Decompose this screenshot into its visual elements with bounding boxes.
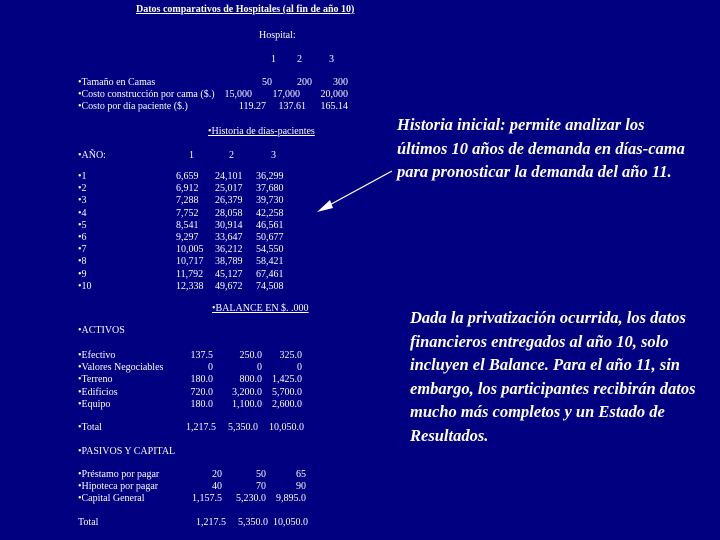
- history-cell: 37,680: [256, 183, 284, 195]
- activo-value: 2,600.0: [272, 398, 302, 410]
- history-cell: 36,212: [215, 244, 243, 256]
- history-cell: 24,101: [215, 171, 243, 182]
- year-cell: •6: [78, 231, 87, 243]
- year-cell: •3: [78, 195, 87, 207]
- activo-value: 137.5: [190, 350, 213, 361]
- pasivo-value: 1,157.5: [192, 493, 222, 505]
- pasivo-value: 50: [256, 469, 266, 480]
- hospital-number: 2: [297, 54, 302, 65]
- history-cell: 58,421: [256, 256, 284, 268]
- history-col-header: 3: [271, 150, 276, 161]
- balance-heading: •BALANCE EN $. .000: [212, 303, 309, 314]
- activo-value: 1,100.0: [232, 398, 262, 410]
- page-title: Datos comparativos de Hospitales (al fin de año 10): [136, 4, 355, 15]
- history-cell: 30,914: [215, 219, 243, 231]
- history-cell: 10,717: [176, 256, 204, 268]
- activo-value: 800.0: [239, 374, 262, 386]
- pasivo-value: 9,895.0: [276, 493, 306, 505]
- history-cell: 45,127: [215, 268, 243, 280]
- year-cell: •1: [78, 171, 87, 182]
- history-col-header: 1: [189, 150, 194, 161]
- total-activos-value: 10,050.0: [269, 422, 304, 433]
- pasivo-value: 90: [296, 481, 306, 493]
- activo-value: 180.0: [190, 374, 213, 386]
- activo-value: 5,700.0: [272, 386, 302, 398]
- history-cell: 9,297: [176, 231, 199, 243]
- spec-label: •Costo por día paciente ($.): [78, 101, 188, 112]
- history-cell: 33,647: [215, 231, 243, 243]
- total-pasivos-label: Total: [78, 517, 99, 528]
- activo-value: 3,200.0: [232, 386, 262, 398]
- year-cell: •2: [78, 183, 87, 195]
- spec-value: 200: [297, 77, 312, 88]
- hospital-label: Hospital:: [259, 30, 296, 41]
- spec-value: 17,000: [272, 89, 300, 100]
- spec-value: 20,000: [320, 89, 348, 100]
- spec-value: 137.61: [278, 101, 306, 112]
- total-pasivos-value: 5,350.0: [238, 517, 268, 528]
- pasivo-label: •Capital General: [78, 493, 145, 505]
- arrow-head: [317, 200, 333, 212]
- activo-value: 0: [208, 362, 213, 374]
- history-cell: 42,258: [256, 207, 284, 219]
- year-cell: •10: [78, 280, 92, 292]
- pasivos-label: •PASIVOS Y CAPITAL: [78, 446, 176, 457]
- year-cell: •4: [78, 207, 87, 219]
- activo-label: •Efectivo: [78, 350, 116, 361]
- spec-label: •Tamaño en Camas: [78, 77, 156, 88]
- hospital-number: 3: [329, 54, 334, 65]
- spec-label: •Costo construcción por cama ($.): [78, 89, 215, 100]
- history-cell: 12,338: [176, 280, 204, 292]
- arrow-line: [324, 171, 392, 208]
- activo-value: 720.0: [190, 386, 213, 398]
- history-cell: 67,461: [256, 268, 284, 280]
- activo-label: •Valores Negociables: [78, 362, 164, 374]
- spec-value: 119.27: [238, 101, 266, 112]
- pasivo-label: •Préstamo por pagar: [78, 469, 160, 480]
- activo-value: 325.0: [279, 350, 302, 361]
- total-activos-value: 5,350.0: [228, 422, 258, 433]
- year-cell: •8: [78, 256, 87, 268]
- history-cell: 50,677: [256, 231, 284, 243]
- activo-value: 0: [297, 362, 302, 374]
- activo-value: 1,425.0: [272, 374, 302, 386]
- history-cell: 38,789: [215, 256, 243, 268]
- history-cell: 6,659: [176, 171, 199, 182]
- activo-value: 0: [257, 362, 262, 374]
- history-cell: 25,017: [215, 183, 243, 195]
- history-cell: 6,912: [176, 183, 199, 195]
- history-cell: 10,005: [176, 244, 204, 256]
- history-heading: •Historia de días-pacientes: [208, 126, 315, 137]
- total-pasivos-value: 1,217.5: [196, 517, 226, 528]
- pasivo-label: •Hipoteca por pagar: [78, 481, 159, 493]
- history-cell: 26,379: [215, 195, 243, 207]
- history-cell: 54,550: [256, 244, 284, 256]
- activo-value: 250.0: [239, 350, 262, 361]
- spec-value: 50: [262, 77, 272, 88]
- history-cell: 36,299: [256, 171, 284, 182]
- pasivo-value: 5,230.0: [236, 493, 266, 505]
- history-col-header: 2: [229, 150, 234, 161]
- pasivo-value: 40: [212, 481, 222, 493]
- history-cell: 8,541: [176, 219, 199, 231]
- activos-label: •ACTIVOS: [78, 325, 125, 336]
- total-activos-value: 1,217.5: [186, 422, 216, 433]
- activo-value: 180.0: [190, 398, 213, 410]
- year-cell: •5: [78, 219, 87, 231]
- pasivo-value: 65: [296, 469, 306, 480]
- total-pasivos-value: 10,050.0: [273, 517, 308, 528]
- activo-label: •Terreno: [78, 374, 113, 386]
- balance-note: Dada la privatización ocurrida, los datos financieros entregados al año 10, solo incluyen el Balance. Para el año 11, sin embargo, los participantes recibirán datos mucho más completos y un Estado de Resultados.: [410, 308, 696, 445]
- history-cell: 39,730: [256, 195, 284, 207]
- pasivo-value: 20: [212, 469, 222, 480]
- total-activos-label: •Total: [78, 422, 102, 433]
- pasivo-value: 70: [256, 481, 266, 493]
- spec-value: 300: [333, 77, 348, 88]
- history-cell: 49,672: [215, 280, 243, 292]
- hospital-number: 1: [271, 54, 276, 65]
- history-cell: 7,288: [176, 195, 199, 207]
- history-cell: 46,561: [256, 219, 284, 231]
- history-note: Historia inicial: permite analizar los últimos 10 años de demanda en días-cama para pronosticar la demanda del año 11.: [397, 115, 685, 181]
- activo-label: •Equipo: [78, 398, 111, 410]
- activo-label: •Edificios: [78, 386, 118, 398]
- year-cell: •9: [78, 268, 87, 280]
- history-cell: 28,058: [215, 207, 243, 219]
- history-cell: 11,792: [176, 268, 204, 280]
- history-cell: 7,752: [176, 207, 199, 219]
- spec-value: 15,000: [224, 89, 252, 100]
- year-label: •AÑO:: [78, 150, 106, 161]
- history-cell: 74,508: [256, 280, 284, 292]
- year-cell: •7: [78, 244, 87, 256]
- spec-value: 165.14: [320, 101, 348, 112]
